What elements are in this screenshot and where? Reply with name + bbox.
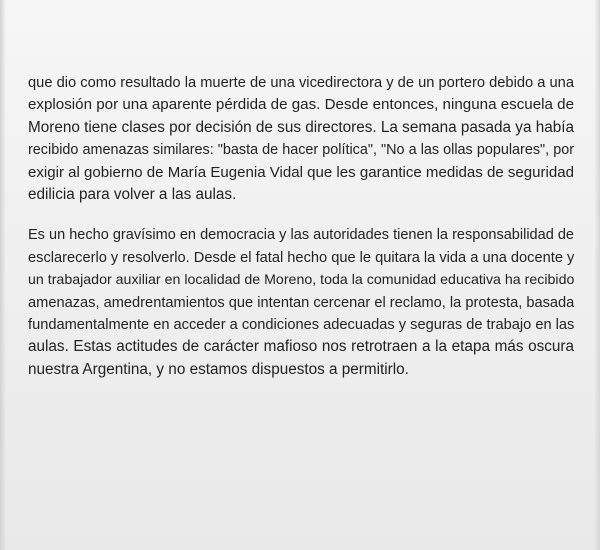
text-line: exigir al gobierno de María Eugenia Vidal que les garantice medidas de seguridad [28,163,574,181]
paragraph-incident [28,72,574,206]
text-line: un trabajador auxiliar en localidad de Moreno, toda la comunidad educativa ha recibido [28,272,575,289]
text-line: esclarecerlo y resolverlo. Desde el fatal hecho que le quitara la vida a una docente y [28,249,575,266]
paragraph-statement [28,224,574,381]
text-line: explosión por una aparente pérdida de gas. Desde entonces, ninguna escuela de [28,96,575,114]
text-line: Moreno tiene clases por decisión de sus directores. La semana pasada ya había [28,118,574,136]
text-line: Es un hecho gravísimo en democracia y las autoridades tienen la responsabilidad de [28,227,574,244]
text-line: nuestra Argentina, y no estamos dispuestos a permitirlo. [28,360,409,378]
text-line: que dio como resultado la muerte de una vicedirectora y de un portero debido a una [28,75,574,91]
paper-edge-shadow-left [0,0,6,550]
text-line: fundamentalmente en acceder a condiciones adecuadas y seguras de trabajo en las [28,317,575,334]
text-line: recibido amenazas similares: "basta de hacer política", "No a las ollas populares", por [28,142,574,159]
text-line: amenazas, amedrentamientos que intentan cercenar el reclamo, la protesta, basada [28,294,575,311]
text-line: edilicia para volver a las aulas. [28,186,237,204]
paper-edge-shadow-right [594,0,600,550]
text-line: aulas. Estas actitudes de carácter mafioso nos retrotraen a la etapa más oscura [28,338,574,356]
document-body [28,72,574,381]
